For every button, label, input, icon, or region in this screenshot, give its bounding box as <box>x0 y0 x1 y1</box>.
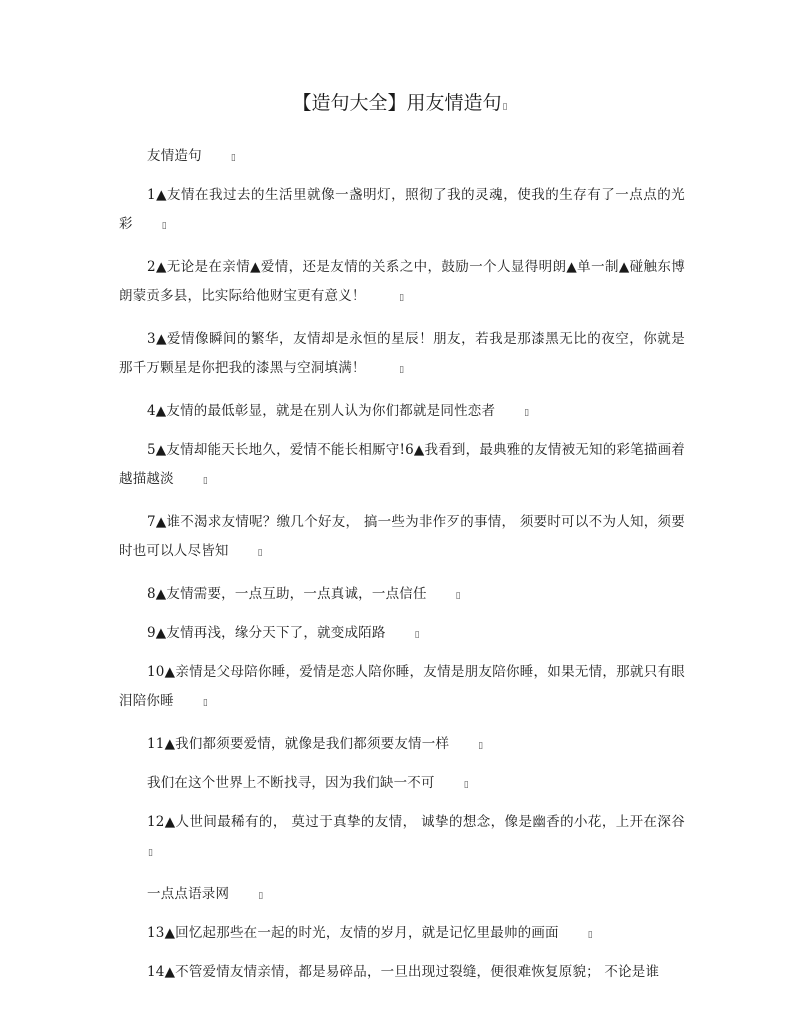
paragraph <box>119 580 685 611</box>
paragraph <box>119 958 685 987</box>
paragraph-text: 13▲回忆起那些在一起的时光，友情的岁月，就是记忆里最帅的画面 <box>147 925 559 941</box>
paragraph-mark-icon: ▯ <box>202 476 208 486</box>
paragraph-text: 5▲友情却能天长地久，爱情不能长相厮守!6▲我看到，最典雅的友情被无知的彩笔描画着越描越淡 <box>119 442 685 487</box>
paragraph <box>119 253 685 313</box>
paragraph-mark-icon: ▯ <box>414 630 420 640</box>
paragraph-mark-icon: ▯ <box>258 891 264 901</box>
paragraph <box>119 397 685 428</box>
paragraph-mark-icon: ▯ <box>257 548 263 558</box>
paragraph <box>119 880 685 911</box>
paragraph-mark-icon: ▯ <box>524 408 530 418</box>
paragraph-text: 8▲友情需要，一点互助，一点真诚，一点信任 <box>147 586 427 602</box>
paragraph-mark-icon: ▯ <box>148 848 154 858</box>
paragraph-text: 一点点语录网 <box>147 886 230 902</box>
paragraph-mark-icon: ▯ <box>161 221 167 231</box>
paragraph-mark-icon: ▯ <box>399 365 405 375</box>
paragraph-text: 友情造句 <box>147 148 202 164</box>
paragraph <box>119 436 685 496</box>
paragraph <box>119 619 685 650</box>
paragraph-text: 7▲谁不渴求友情呢？缴几个好友， 搞一些为非作歹的事情， 须要时可以不为人知，须要时也可以人尽皆知 <box>119 514 685 559</box>
paragraph-text: 我们在这个世界上不断找寻，因为我们缺一不可 <box>147 775 435 791</box>
paragraph <box>119 325 685 385</box>
paragraph-text: 12▲人世间最稀有的， 莫过于真挚的友情， 诚挚的想念，像是幽香的小花，上开在深谷 <box>147 814 685 830</box>
paragraph-text: 14▲不管爱情友情亲情，都是易碎品，一旦出现过裂缝，便很难恢复原貌； 不论是谁 <box>147 964 660 980</box>
document-title <box>0 88 800 122</box>
paragraph-mark-icon: ▯ <box>230 153 236 163</box>
document-body <box>119 142 685 999</box>
paragraph-text: 1▲友情在我过去的生活里就像一盏明灯，照彻了我的灵魂，使我的生存有了一点点的光彩 <box>119 187 685 232</box>
paragraph-text: 10▲亲情是父母陪你睡，爱情是恋人陪你睡，友情是朋友陪你睡，如果无情，那就只有眼泪陪你睡 <box>119 664 685 709</box>
paragraph-mark-icon: ▯ <box>399 293 405 303</box>
paragraph <box>119 730 685 761</box>
paragraph-text: 9▲友情再浅，缘分天下了，就变成陌路 <box>147 625 386 641</box>
paragraph <box>119 181 685 241</box>
paragraph <box>119 769 685 800</box>
paragraph-mark-icon: ▯ <box>202 698 208 708</box>
paragraph <box>119 508 685 568</box>
document-title-text: 【造句大全】用友情造句 <box>292 92 502 114</box>
paragraph-mark-icon: ▯ <box>502 102 508 112</box>
paragraph-mark-icon: ▯ <box>587 930 593 940</box>
paragraph-text: 3▲爱情像瞬间的繁华，友情却是永恒的星辰！朋友，若我是那漆黑无比的夜空，你就是那千万颗星是你把我的漆黑与空洞填满！ <box>119 331 685 376</box>
paragraph <box>119 808 685 868</box>
paragraph <box>119 658 685 718</box>
paragraph-mark-icon: ▯ <box>463 780 469 790</box>
paragraph-text: 4▲友情的最低彰显，就是在别人认为你们都就是同性恋者 <box>147 403 496 419</box>
paragraph <box>119 919 685 950</box>
paragraph-mark-icon: ▯ <box>455 591 461 601</box>
paragraph-text: 2▲无论是在亲情▲爱情，还是友情的关系之中，鼓励一个人显得明朗▲单一制▲碰触东博朗蒙贡多县，比实际给他财宝更有意义！ <box>119 259 685 304</box>
paragraph <box>119 142 685 173</box>
paragraph-mark-icon: ▯ <box>478 741 484 751</box>
paragraph-text: 11▲我们都须要爱情，就像是我们都须要友情一样 <box>147 736 450 752</box>
